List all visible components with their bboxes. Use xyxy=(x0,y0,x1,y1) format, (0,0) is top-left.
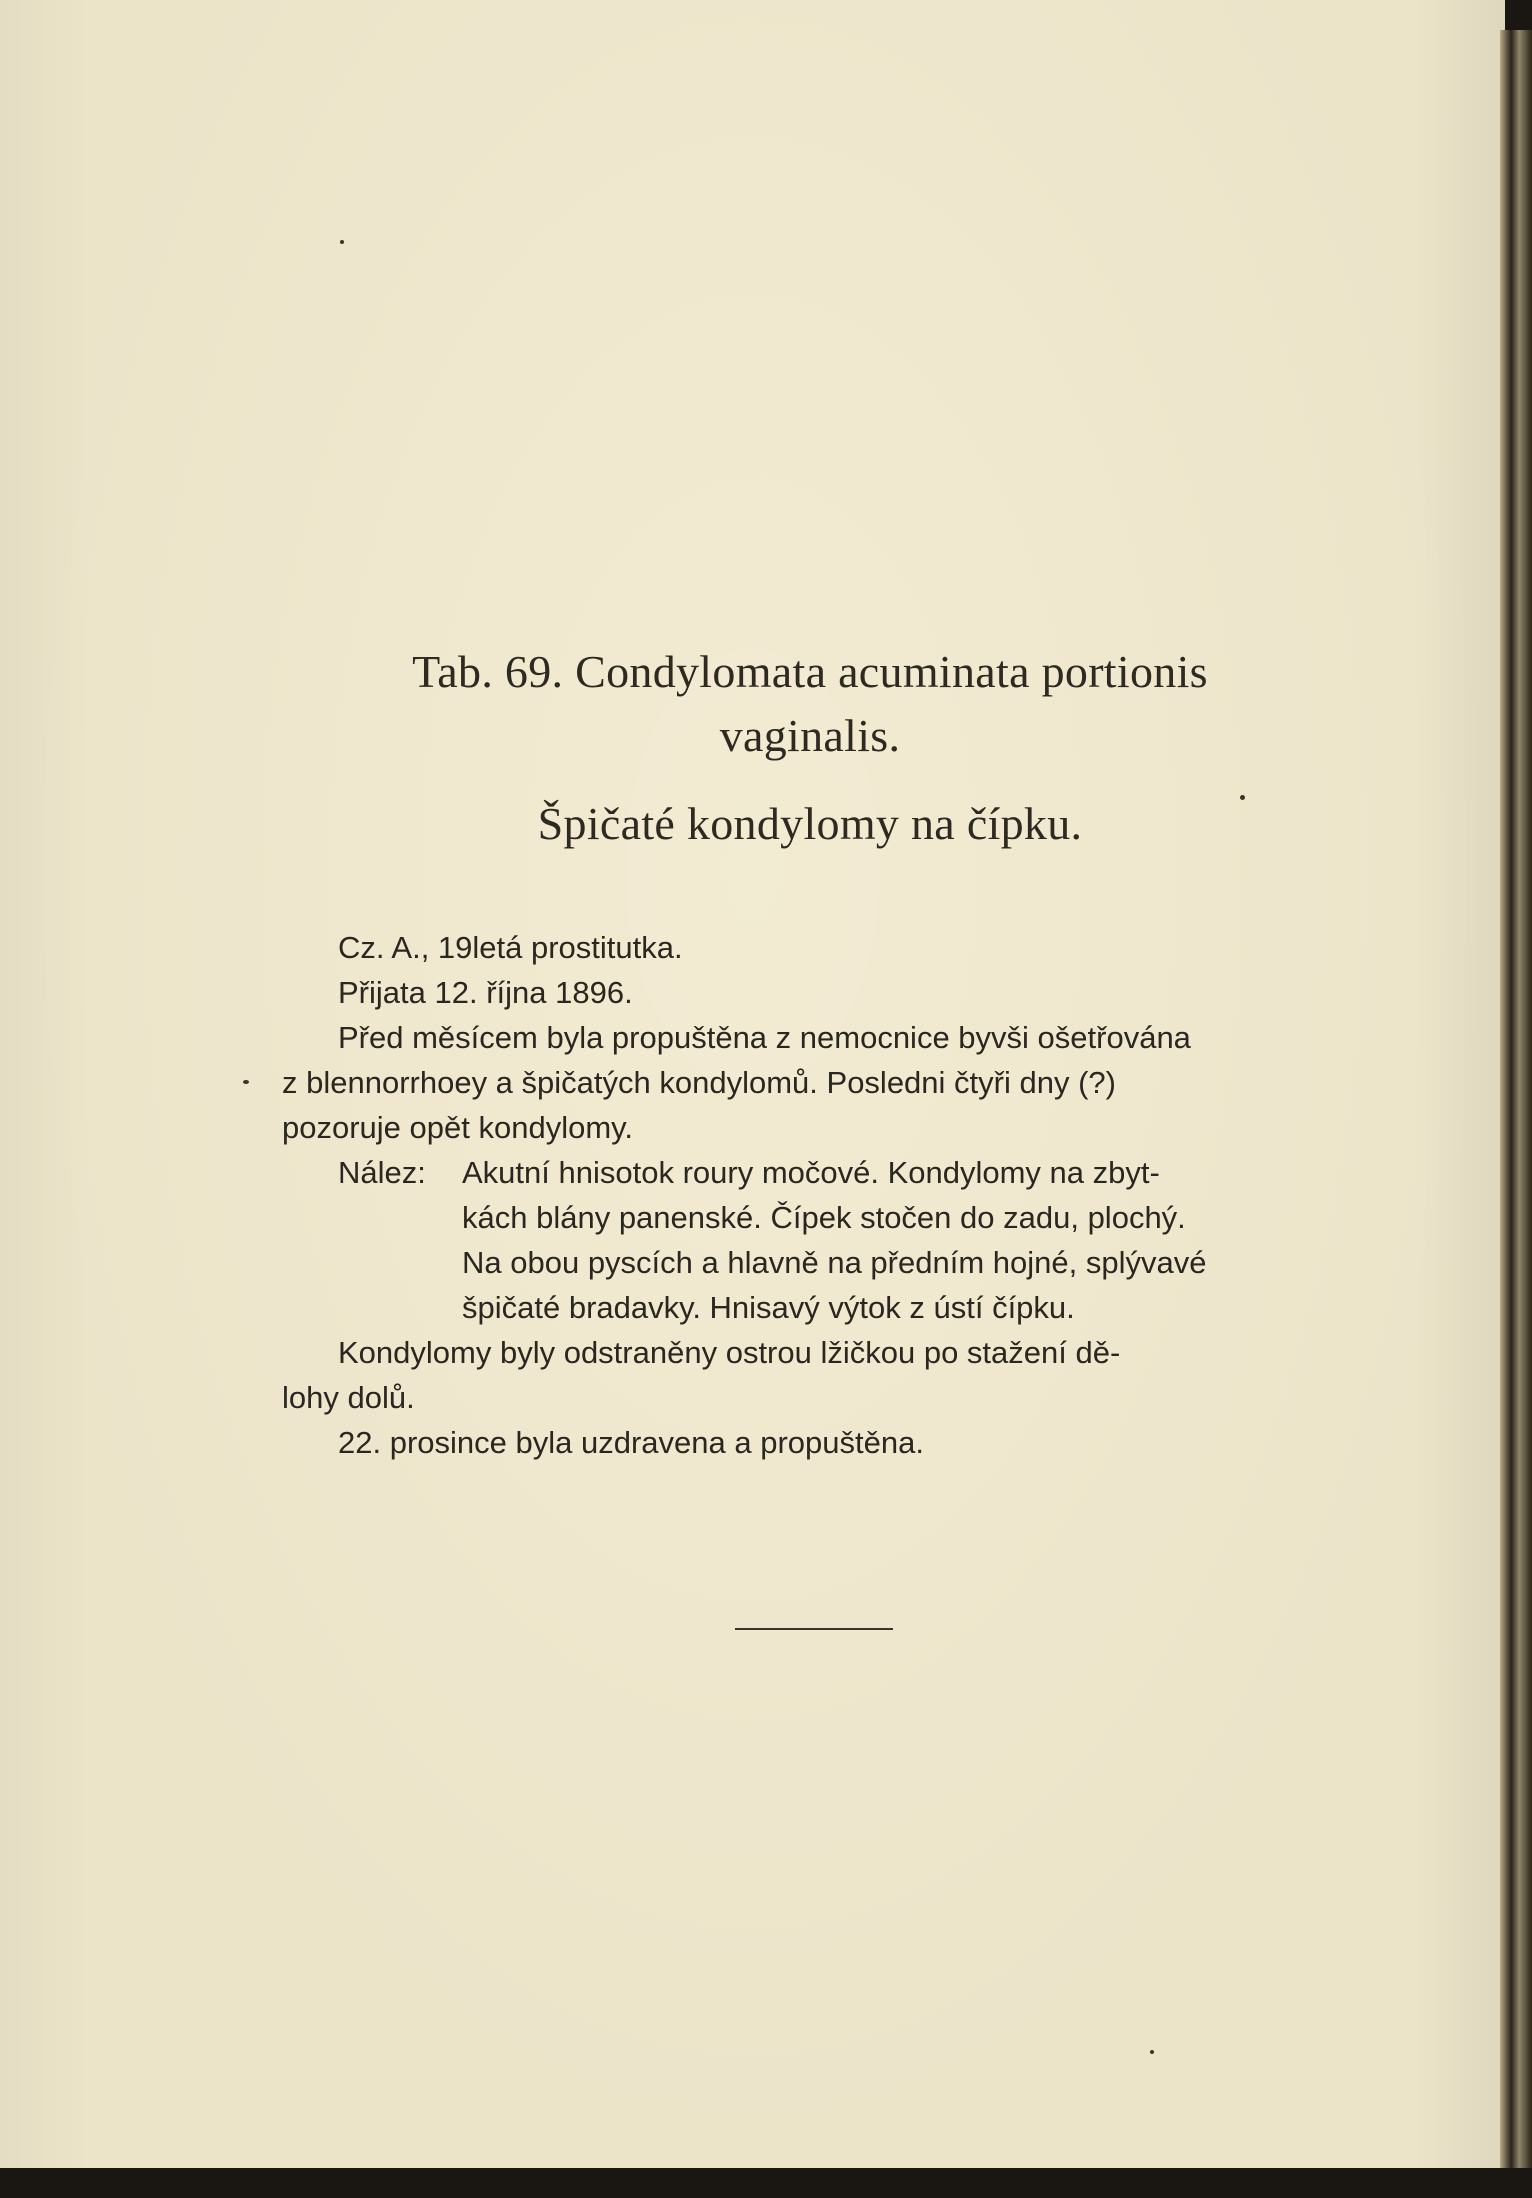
plate-subtitle: Špičaté kondylomy na čípku. xyxy=(537,798,1083,849)
book-spine-edge xyxy=(1500,30,1532,2198)
case-treatment-line-2: lohy dolů. xyxy=(282,1380,415,1415)
case-finding-line-4: špičaté bradavky. Hnisavý výtok z ústí čípku. xyxy=(462,1290,1075,1325)
scan-bottom-edge xyxy=(0,2168,1532,2198)
case-report xyxy=(282,925,1372,1465)
plate-title xyxy=(320,640,1300,768)
case-finding-label: Nález: xyxy=(338,1155,426,1190)
case-history-line-2: z blennorrhoey a špičatých kondylomů. Posledni čtyři dny (?) xyxy=(282,1065,1116,1100)
case-treatment-line-1: Kondylomy byly odstraněny ostrou lžičkou po stažení dě- xyxy=(338,1335,1121,1370)
case-history-line-1: Před měsícem byla propuštěna z nemocnice byvši ošetřována xyxy=(338,1020,1191,1055)
plate-title-line-1: Tab. 69. Condylomata acuminata portionis xyxy=(412,646,1208,697)
print-speck xyxy=(1150,2050,1154,2054)
case-finding-first-line xyxy=(282,1150,1372,1195)
case-finding-line-3: Na obou pyscích a hlavně na předním hojné, splývavé xyxy=(462,1245,1207,1280)
case-discharge: 22. prosince byla uzdravena a propuštěna. xyxy=(338,1425,924,1460)
case-patient: Cz. A., 19letá prostitutka. xyxy=(338,930,683,965)
print-speck xyxy=(1240,795,1245,800)
case-history-line-3: pozoruje opět kondylomy. xyxy=(282,1110,633,1145)
case-finding-line-2: kách blány panenské. Čípek stočen do zadu, plochý. xyxy=(462,1200,1186,1235)
print-speck xyxy=(340,240,344,244)
closing-rule xyxy=(735,1628,893,1630)
case-admitted: Přijata 12. října 1896. xyxy=(338,975,633,1010)
case-finding-line-1: Akutní hnisotok roury močové. Kondylomy na zbyt- xyxy=(462,1155,1160,1190)
plate-title-line-2: vaginalis. xyxy=(719,710,901,761)
print-speck xyxy=(243,1080,249,1084)
